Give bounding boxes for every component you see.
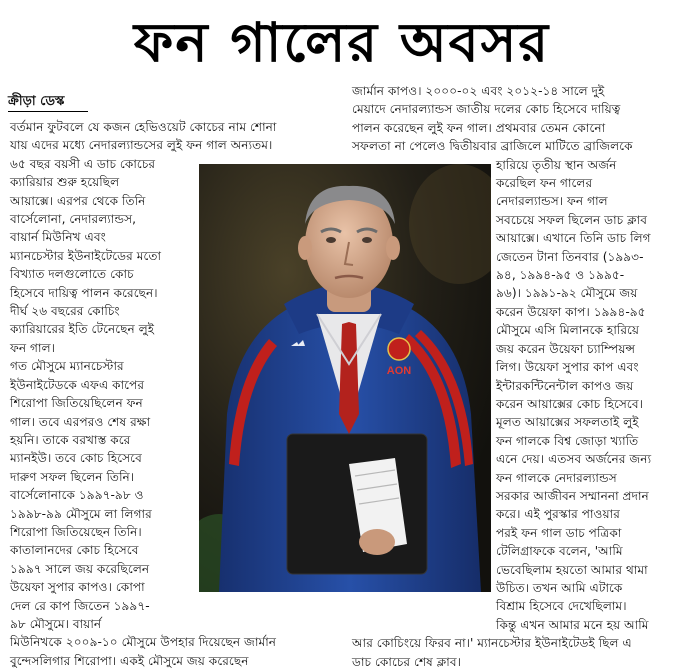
text-line: ৯৬)। ১৯৯১-৯২ মৌসুমে জয় [496, 286, 638, 301]
text-line: দীর্ঘ ২৬ বছরের কোচিং [10, 304, 120, 319]
text-line: গাল। তবে এরপরও শেষ রক্ষা [10, 414, 151, 429]
text-line: ১৯৯৮-৯৯ মৌসুমে লা লিগার [10, 506, 152, 521]
text-line: ১৯৯৭ সালে জয় করেছিলেন [10, 561, 150, 576]
left-narrow-lines [10, 155, 190, 634]
text-line: ইন্টারকন্টিনেন্টাল কাপও জয় [496, 378, 634, 393]
text-line: করেন আয়াক্সের কোচ হিসেবে। [496, 396, 643, 411]
text-line: এনে দেয়। এতসব অর্জনের জন্য [496, 452, 652, 467]
text-line: পালন করেছেন লুই ফন গাল। প্রথমবার তেমন কোনো [352, 120, 606, 135]
text-line: টেলিগ্রাফকে বলেন, 'আমি [496, 544, 623, 559]
text-line: ফন গালকে নেদারল্যান্ডস [496, 470, 617, 485]
text-line: দারুণ সফল ছিলেন তিনি। [10, 469, 135, 484]
byline: ক্রীড়া ডেস্ক [8, 94, 65, 109]
text-line: ম্যানচেস্টার ইউনাইটেডের মতো [10, 248, 162, 263]
text-line: ৬৫ বছর বয়সী এ ডাচ কোচের [10, 156, 156, 171]
text-line: বর্তমান ফুটবলে যে কজন হেভিওয়েট কোচের নাম শোনা [10, 120, 277, 134]
text-line: পরই ফন গাল ডাচ পত্রিকা [496, 525, 622, 540]
text-line: বিখ্যাত দলগুলোতে কোচ [10, 267, 134, 282]
hand [359, 529, 395, 555]
text-line: ডাচ কোচের শেষ ক্লাব। [352, 654, 461, 669]
text-line: ক্যারিয়ার শুরু হয়েছিল [10, 175, 120, 190]
text-line: লিগ। উয়েফা সুপার কাপ এবং [496, 360, 639, 375]
text-line: মিউনিখকে ২০০৯-১০ মৌসুমে উপহার দিয়েছেন জার্মান [10, 635, 277, 650]
text-line: যায় এদের মধ্যে নেদারল্যান্ডসের লুই ফন গাল অন্যতম। [10, 138, 273, 153]
text-line: শিরোপা জিতিয়েছেন তিনি। [10, 524, 142, 539]
text-line: কিন্তু এখন আমার মনে হয় আমি [496, 617, 649, 632]
text-line: ম্যানইউ। তবে কোচ হিসেবে [10, 451, 142, 466]
text-line: জার্মান কাপও। ২০০০-০২ এবং ২০১২-১৪ সালে দুই [352, 84, 605, 98]
text-line: দেল রে কাপ জিতেন ১৯৯৭- [10, 598, 150, 613]
headline: ফন গালের অবসর [133, 10, 551, 74]
right-full-lines [352, 82, 678, 156]
sponsor-text: AON [386, 365, 412, 377]
text-line: হয়নি। তাকে বরখাস্ত করে [10, 432, 131, 447]
left-bottom-lines [10, 633, 336, 670]
right-bottom-lines [352, 634, 678, 671]
text-line: ইউনাইটেডকে এফএ কাপের [10, 377, 145, 392]
text-line: মূলত আয়াক্সের সফলতাই লুই [496, 415, 639, 430]
left-full-lines [10, 118, 336, 155]
text-line: উচিত। তখন আমি এটাকে [496, 580, 623, 595]
text-line: শিরোপা জিতিয়েছিলেন ফন [10, 396, 143, 411]
text-line: মেয়াদে নেদারল্যান্ডস জাতীয় দলের কোচ হিসেবে দায়িত্ব [352, 102, 621, 117]
text-line: বার্সেলোনা, নেদারল্যান্ডস, [10, 212, 137, 227]
text-line: বায়ার্ন মিউনিখ এবং [10, 230, 106, 245]
text-line: আয়াক্সে। এরপর থেকে তিনি [10, 193, 146, 208]
text-line: হারিয়ে তৃতীয় স্থান অর্জন [496, 157, 617, 172]
text-line: গত মৌসুমে ম্যানচেস্টার [10, 359, 124, 374]
text-line: জয় করেন উয়েফা চ্যাম্পিয়ন্স [496, 341, 636, 356]
text-line: সবচেয়ে সফল ছিলেন ডাচ ক্লাব [496, 212, 647, 227]
text-line: ৯৪, ১৯৯৪-৯৫ ও ১৯৯৫- [496, 268, 625, 283]
text-line: করেন উয়েফা কাপ। ১৯৯৪-৯৫ [496, 304, 646, 319]
text-line: মৌসুমে এসি মিলানকে হারিয়ে [496, 323, 640, 338]
text-line: সরকার আজীবন সম্মাননা প্রদান [496, 488, 649, 503]
right-narrow-lines [496, 156, 678, 635]
text-line: ভেবেছিলাম হয়তো আমার থামা [496, 562, 648, 577]
text-line: বুন্দেসলিগার শিরোপা। একই মৌসুমে জয় করেছেন [10, 653, 249, 668]
text-line: জেতেন টানা তিনবার (১৯৯৩- [496, 249, 644, 264]
text-line: ফন গাল। [10, 340, 56, 355]
text-line: ফন গালকে বিশ্ব জোড়া খ্যাতি [496, 433, 639, 448]
byline-underline [8, 111, 88, 112]
text-line: সফলতা না পেলেও দ্বিতীয়বার ব্রাজিলে মাটিতে ব্রাজিলকে [352, 139, 633, 154]
text-line: উয়েফা সুপার কাপও। কোপা [10, 580, 145, 595]
club-badge [388, 338, 410, 360]
tie [339, 322, 359, 434]
text-line: আর কোচিংয়ে ফিরব না।' ম্যানচেস্টার ইউনাইটেডই ছিল এ [352, 636, 632, 651]
text-line: হিসেবে দায়িত্ব পালন করেছেন। [10, 285, 158, 300]
text-line: নেদারল্যান্ডস। ফন গাল [496, 194, 608, 209]
text-line: বিশ্রাম হিসেবে দেখেছিলাম। [496, 599, 627, 614]
text-line: কাতালানদের কোচ হিসেবে [10, 543, 139, 558]
coach-illustration [199, 164, 491, 592]
text-line: করেছিল ফন গালের [496, 176, 593, 191]
text-line: ৯৮ মৌসুমে। বায়ার্ন [10, 616, 102, 631]
text-line: বার্সেলোনাকে ১৯৯৭-৯৮ ও [10, 488, 144, 503]
text-line: ক্যারিয়ারের ইতি টেনেছেন লুই [10, 322, 155, 337]
text-line: করে। এই পুরস্কার পাওয়ার [496, 507, 620, 522]
coach-photo [199, 164, 491, 592]
text-line: আয়াক্সে। এখানে তিনি ডাচ লিগ [496, 231, 651, 246]
